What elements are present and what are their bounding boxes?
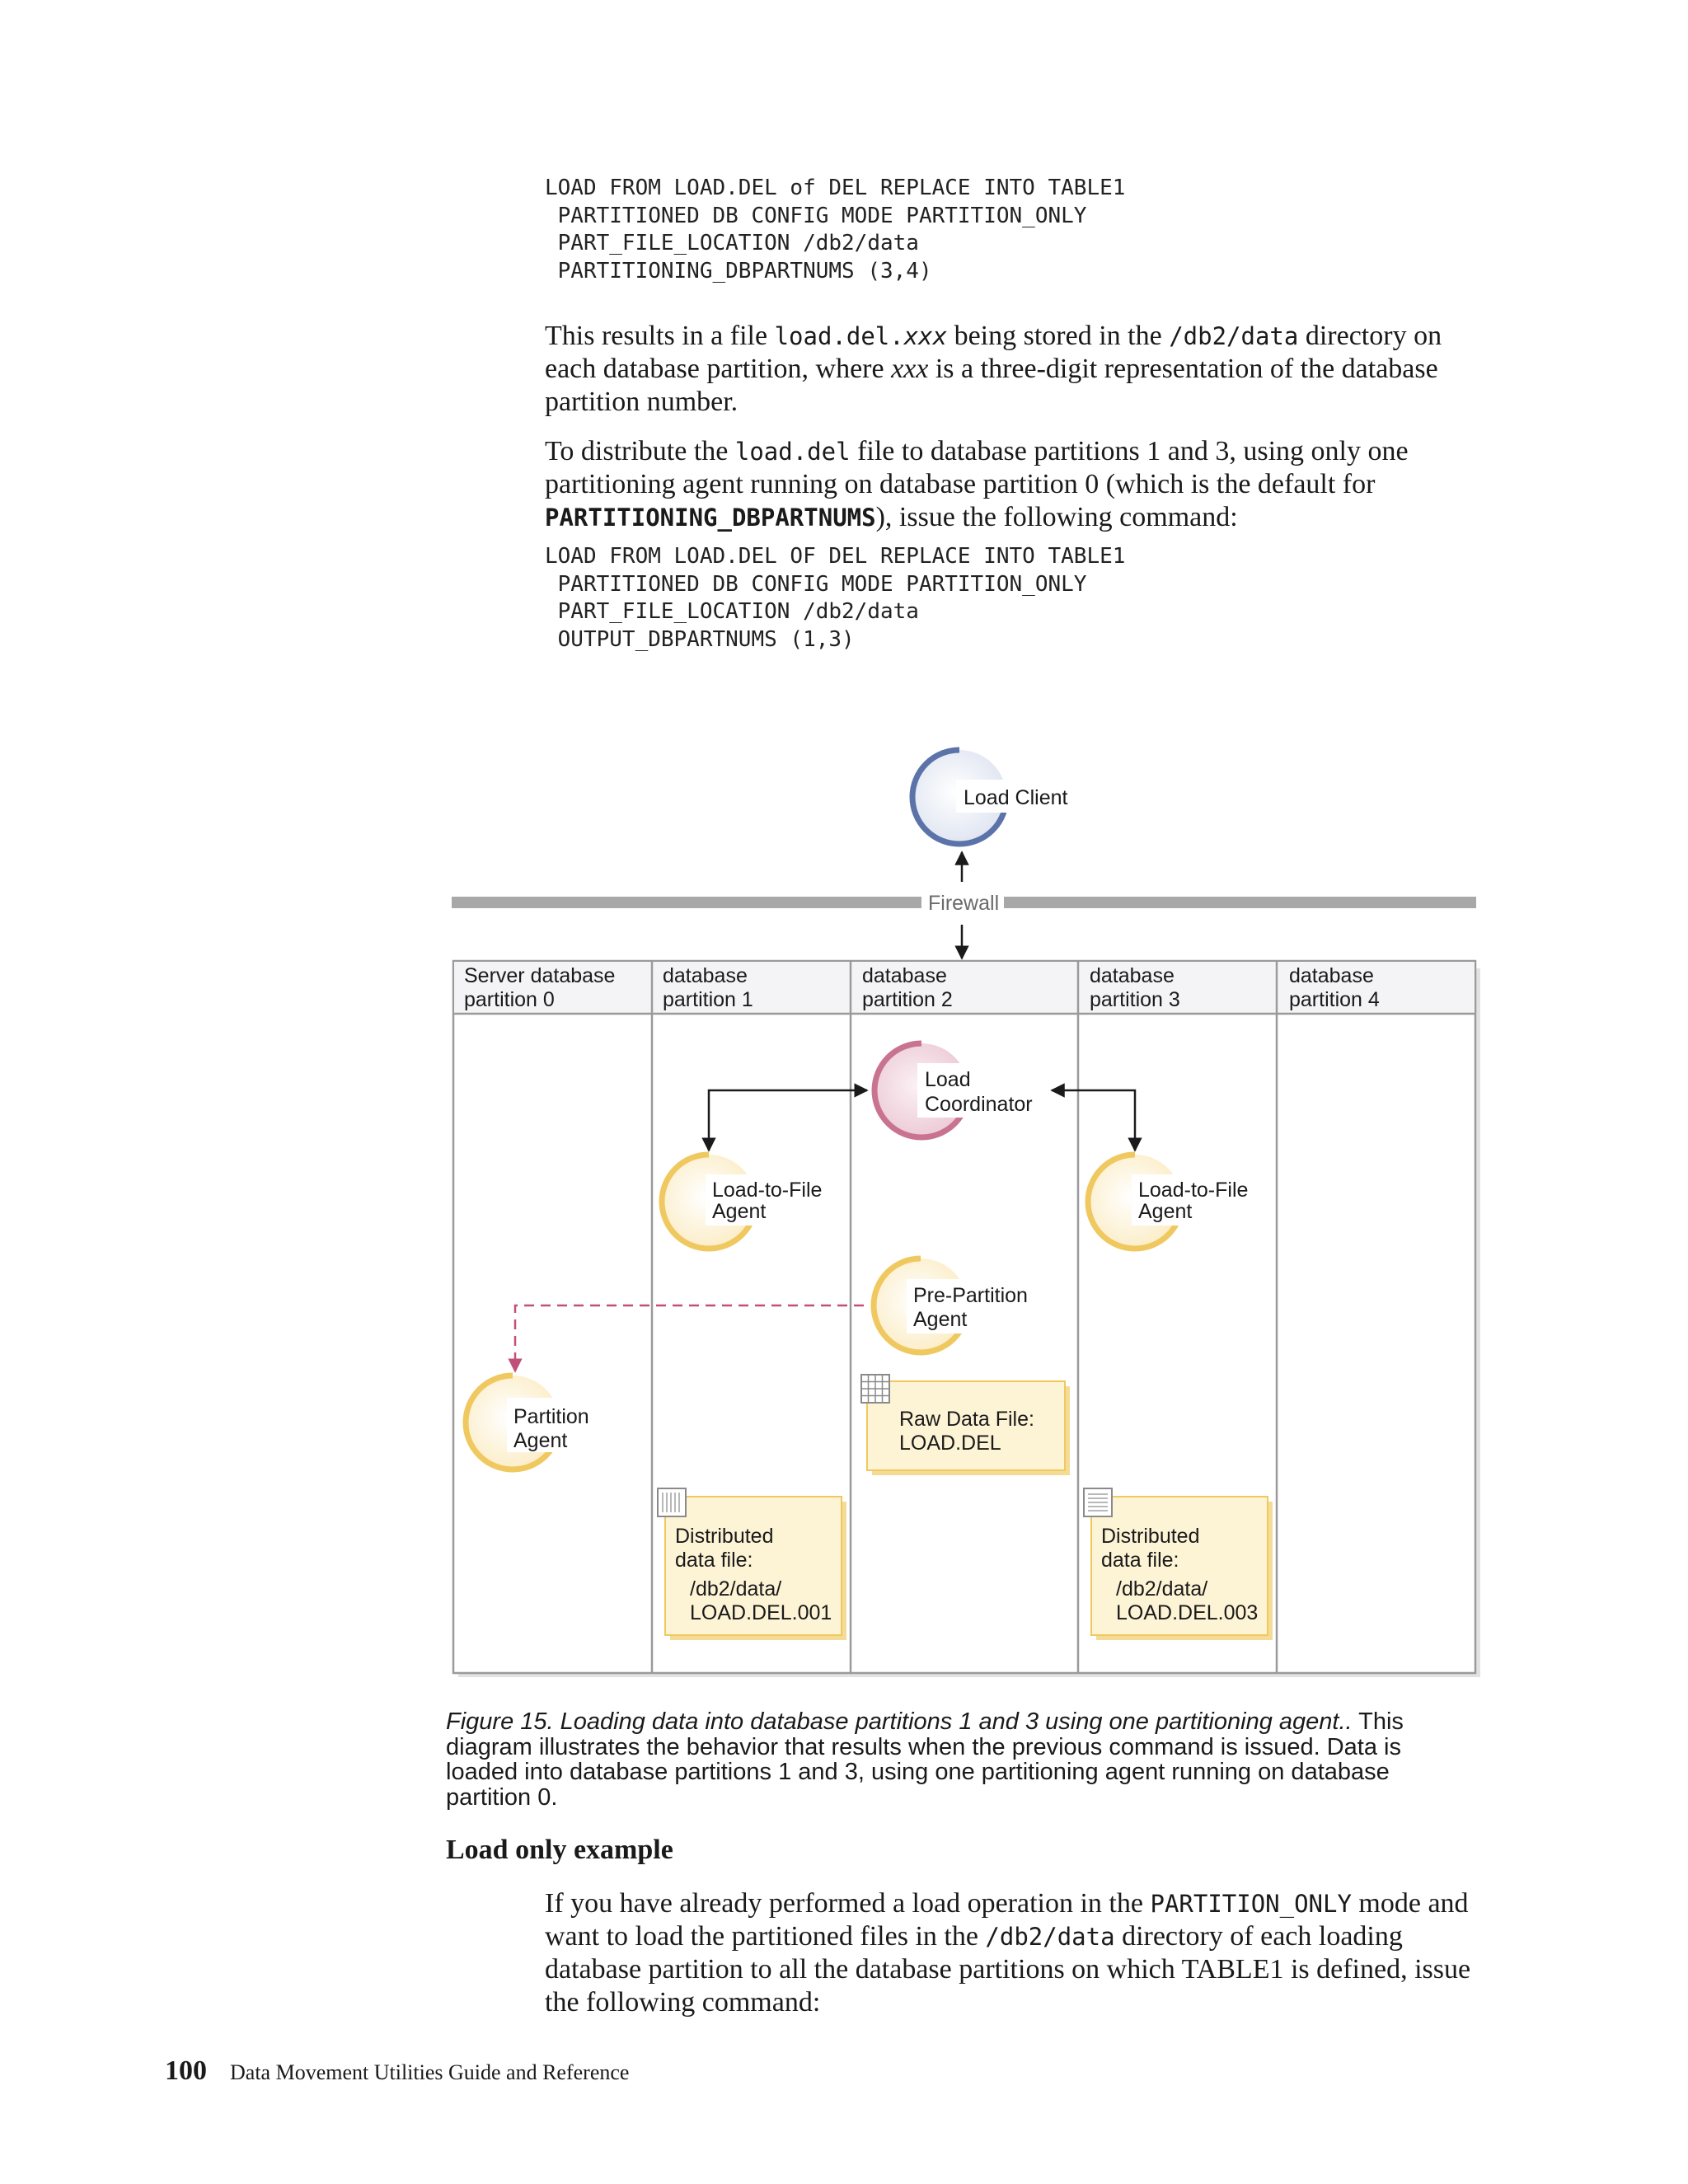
code-line: LOAD FROM LOAD.DEL of DEL REPLACE INTO TABLE1 (545, 176, 1126, 200)
pre-partition-agent-label-1: Pre-Partition (913, 1284, 1028, 1307)
grid-file-icon (861, 1375, 889, 1403)
column-header-2-line-1: database (862, 964, 947, 987)
code-line: PARTITIONING_DBPARTNUMS (3,4) (545, 258, 932, 284)
column-header-2-line-2: partition 2 (862, 988, 953, 1011)
document-file-icon (1084, 1488, 1112, 1516)
load-to-file-agent-3-label-2: Agent (1138, 1200, 1193, 1223)
column-header-3-line-1: database (1090, 964, 1175, 987)
partition-agent-label-1: Partition (513, 1405, 589, 1428)
firewall-bar-right (1004, 897, 1476, 908)
column-header-4-line-1: database (1289, 964, 1374, 987)
load-coordinator-label-2: Coordinator (925, 1093, 1033, 1116)
text: file to database partitions 1 and 3, using only one partitioning agent running on database partition 0 (which is the default for (545, 436, 1409, 499)
dist-file-3-label-4: LOAD.DEL.003 (1116, 1601, 1259, 1624)
section-heading: Load only example (446, 1835, 673, 1865)
load-to-file-agent-1-label-2: Agent (712, 1200, 767, 1223)
code-inline: xxx (903, 322, 948, 350)
code-inline: /db2/data (1169, 322, 1299, 350)
figure-caption (446, 1709, 1476, 1810)
text: To distribute the (545, 436, 735, 466)
dist-file-1-label-4: LOAD.DEL.001 (690, 1601, 832, 1624)
code-line: PART_FILE_LOCATION /db2/data (545, 231, 919, 255)
firewall-label: Firewall (928, 892, 1000, 915)
column-header-4-line-2: partition 4 (1289, 988, 1380, 1011)
column-header-1-line-1: database (663, 964, 748, 987)
pre-partition-agent-label-2: Agent (913, 1308, 968, 1331)
load-to-file-agent-3-label-1: Load-to-File (1138, 1179, 1249, 1202)
code-line: PARTITIONED DB CONFIG MODE PARTITION_ONLY (545, 203, 1087, 228)
dist-file-1-label-1: Distributed (675, 1525, 774, 1548)
code-inline: PARTITION_ONLY (1150, 1890, 1352, 1918)
code-line: OUTPUT_DBPARTNUMS (1,3) (545, 626, 855, 652)
code-line: PART_FILE_LOCATION /db2/data (545, 599, 919, 624)
raw-data-file-label-2: LOAD.DEL (899, 1432, 1001, 1455)
distributed-file-3-node (1084, 1488, 1273, 1640)
column-header-0-line-1: Server database (464, 964, 616, 987)
text: directory of each loading database partition to all the database partitions on which TABLE1 is defined, issue the following command: (545, 1921, 1471, 2018)
book-title: Data Movement Utilities Guide and Reference (230, 2060, 630, 2084)
load-client-node (912, 750, 1080, 844)
code-inline: load.del. (774, 322, 904, 350)
column-header-3-line-2: partition 3 (1090, 988, 1180, 1011)
page-number: 100 (165, 2055, 207, 2086)
dist-file-3-label-1: Distributed (1101, 1525, 1200, 1548)
text: directory on each database partition, where (545, 321, 1442, 384)
column-header-0-line-2: partition 0 (464, 988, 555, 1011)
load-client-label: Load Client (964, 786, 1068, 809)
distributed-file-1-node (658, 1488, 846, 1640)
dist-file-1-label-3: /db2/data/ (690, 1577, 782, 1601)
text-italic: xxx (891, 354, 929, 384)
code-line: LOAD FROM LOAD.DEL OF DEL REPLACE INTO TABLE1 (545, 544, 1126, 569)
code-line: PARTITIONED DB CONFIG MODE PARTITION_ONLY (545, 571, 1087, 597)
text: being stored in the (947, 321, 1170, 351)
dist-file-3-label-3: /db2/data/ (1116, 1577, 1208, 1601)
text: ), issue the following command: (875, 502, 1238, 532)
dist-file-1-label-2: data file: (675, 1549, 753, 1572)
text: This results in a file (545, 321, 775, 351)
dist-file-3-label-2: data file: (1101, 1549, 1179, 1572)
text: If you have already performed a load operation in the (545, 1888, 1151, 1919)
raw-data-file-node (861, 1375, 1070, 1475)
text: mode and want to load the partitioned files in the (545, 1888, 1469, 1952)
partition-agent-label-2: Agent (513, 1429, 568, 1452)
column-header-1-line-2: partition 1 (663, 988, 753, 1011)
raw-data-file-label-1: Raw Data File: (899, 1408, 1034, 1431)
paragraph-load-only (545, 1887, 1476, 2019)
caption-label: Figure 15. Loading data into database partitions 1 and 3 using one partitioning agent.. (446, 1708, 1353, 1735)
document-file-icon (658, 1488, 686, 1516)
firewall-bar-left (452, 897, 921, 908)
load-coordinator-label-1: Load (925, 1068, 971, 1091)
code-inline: /db2/data (985, 1923, 1115, 1951)
page-footer (165, 2055, 629, 2087)
code-inline-bold: PARTITIONING_DBPARTNUMS (545, 504, 876, 532)
load-to-file-agent-1-label-1: Load-to-File (712, 1179, 823, 1202)
code-inline: load.del (734, 438, 851, 466)
caption-text: This diagram illustrates the behavior that results when the previous command is issued. Data is loaded into database partitions 1 and 3, using one partitioning agent running on database partition 0. (446, 1708, 1404, 1811)
text: is a three-digit representation of the database partition number. (545, 354, 1438, 417)
